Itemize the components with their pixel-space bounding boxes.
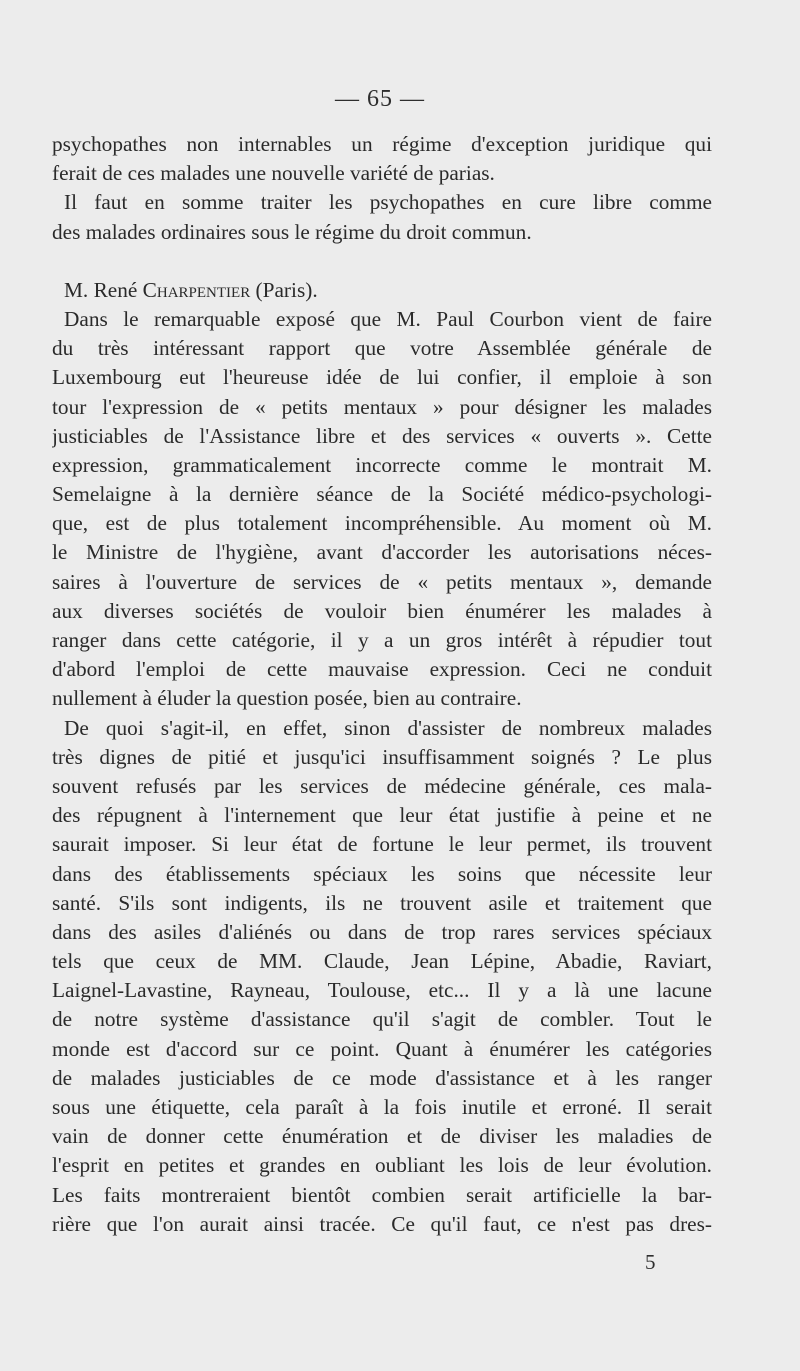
speaker-line xyxy=(52,276,712,305)
paragraph xyxy=(52,714,712,1239)
text-line: justiciables de l'Assistance libre et des services « ouverts ». Cette xyxy=(52,423,712,448)
text-line: vain de donner cette énumération et de diviser les maladies de xyxy=(52,1124,712,1149)
text-line: De quoi s'agit-il, en effet, sinon d'assister de nombreux malades xyxy=(64,715,712,740)
paragraph xyxy=(52,188,712,246)
text-line: saires à l'ouverture de services de « petits mentaux », demande xyxy=(52,569,712,594)
paragraph-gap xyxy=(52,247,712,276)
body-text xyxy=(52,130,712,1239)
page-number: — 65 — xyxy=(335,86,425,112)
text-line: dans des établissements spéciaux les soins que nécessite leur xyxy=(52,861,712,886)
text-line: d'abord l'emploi de cette mauvaise expression. Ceci ne conduit xyxy=(52,657,712,682)
text-line: des répugnent à l'internement que leur état justifie à peine et ne xyxy=(52,803,712,828)
text-line: le Ministre de l'hygiène, avant d'accorder les autorisations néces- xyxy=(52,540,712,565)
text-line: de malades justiciables de ce mode d'assistance et à les ranger xyxy=(52,1065,712,1090)
signature-mark: 5 xyxy=(645,1250,656,1274)
text-line: monde est d'accord sur ce point. Quant à énumérer les catégories xyxy=(52,1036,712,1061)
paragraph xyxy=(52,130,712,188)
text-line: Il faut en somme traiter les psychopathes en cure libre comme xyxy=(64,190,712,215)
text-line: très dignes de pitié et jusqu'ici insuffisamment soignés ? Le plus xyxy=(52,744,712,769)
text-line: des malades ordinaires sous le régime du droit commun. xyxy=(52,219,532,244)
text-line: nullement à éluder la question posée, bien au contraire. xyxy=(52,686,522,711)
paragraph xyxy=(52,305,712,714)
speaker-prefix: M. René xyxy=(64,277,143,302)
text-line: saurait imposer. Si leur état de fortune le leur permet, ils trouvent xyxy=(52,832,712,857)
text-line: l'esprit en petites et grandes en oubliant les lois de leur évolution. xyxy=(52,1153,712,1178)
text-line: Dans le remarquable exposé que M. Paul Courbon vient de faire xyxy=(64,306,712,331)
text-line: rière que l'on aurait ainsi tracée. Ce qu'il faut, ce n'est pas dres- xyxy=(52,1211,712,1236)
speaker-location: (Paris). xyxy=(250,277,318,302)
text-line: tels que ceux de MM. Claude, Jean Lépine, Abadie, Raviart, xyxy=(52,949,712,974)
text-line: santé. S'ils sont indigents, ils ne trouvent asile et traitement que xyxy=(52,890,712,915)
text-line: Semelaigne à la dernière séance de la Société médico-psychologi- xyxy=(52,482,712,507)
text-line: Laignel-Lavastine, Rayneau, Toulouse, etc... Il y a là une lacune xyxy=(52,978,712,1003)
text-line: de notre système d'assistance qu'il s'agit de combler. Tout le xyxy=(52,1007,712,1032)
text-line: ferait de ces malades une nouvelle variété de parias. xyxy=(52,161,495,186)
text-line: du très intéressant rapport que votre Assemblée générale de xyxy=(52,336,712,361)
text-line: Luxembourg eut l'heureuse idée de lui confier, il emploie à son xyxy=(52,365,712,390)
text-line: expression, grammaticalement incorrecte comme le montrait M. xyxy=(52,452,712,477)
text-line: aux diverses sociétés de vouloir bien énumérer les malades à xyxy=(52,598,712,623)
text-line: dans des asiles d'aliénés ou dans de trop rares services spéciaux xyxy=(52,919,712,944)
text-line: psychopathes non internables un régime d'exception juridique qui xyxy=(52,132,712,156)
speaker-heading xyxy=(52,276,712,305)
text-line: sous une étiquette, cela paraît à la fois inutile et erroné. Il serait xyxy=(52,1095,712,1119)
speaker-name: Charpentier xyxy=(142,277,251,302)
text-line: Les faits montreraient bientôt combien serait artificielle la bar- xyxy=(52,1182,712,1207)
text-line: tour l'expression de « petits mentaux » pour désigner les malades xyxy=(52,394,712,419)
text-line: souvent refusés par les services de médecine générale, ces mala- xyxy=(52,773,712,798)
text-line: ranger dans cette catégorie, il y a un gros intérêt à répudier tout xyxy=(52,628,712,652)
text-line: que, est de plus totalement incompréhensible. Au moment où M. xyxy=(52,511,712,536)
